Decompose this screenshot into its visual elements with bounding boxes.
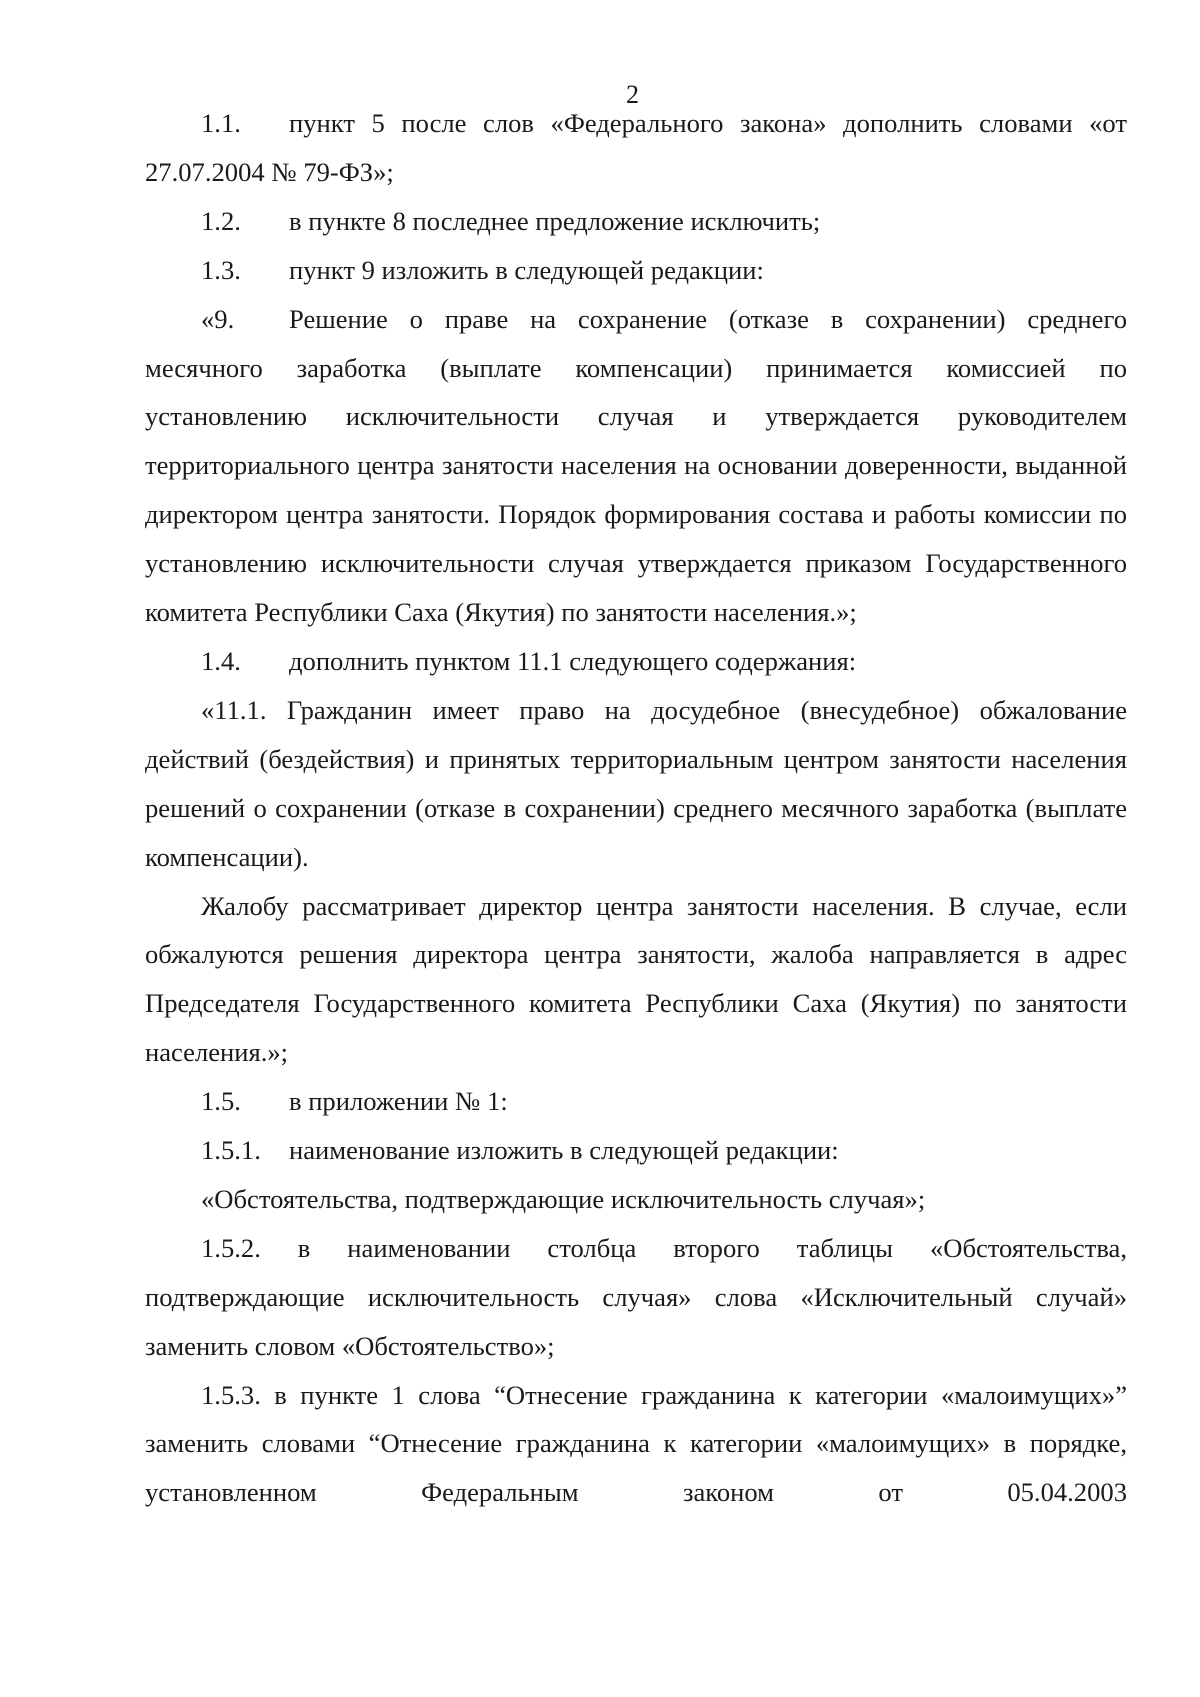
document-body: [145, 99, 1127, 1517]
paragraph-number: «9.: [201, 303, 235, 334]
paragraph-text: пункт 5 после слов «Федерального закона» дополнить словами «от 27.07.2004 № 79-ФЗ»;: [145, 108, 1127, 187]
paragraph-text: пункт 9 изложить в следующей редакции:: [289, 254, 764, 285]
paragraph-1-5-3: [145, 1371, 1127, 1518]
paragraph-text: в пункте 8 последнее предложение исключить;: [289, 205, 821, 236]
paragraph-text: в приложении № 1:: [289, 1086, 508, 1117]
paragraph-1-2: [145, 197, 1127, 246]
paragraph-1-5-2: [145, 1224, 1127, 1371]
paragraph-number: 1.5.: [201, 1086, 241, 1117]
paragraph-number: 1.2.: [201, 205, 241, 236]
page-number: 2: [626, 80, 639, 109]
paragraph-text: наименование изложить в следующей редакции:: [289, 1135, 839, 1166]
paragraph-11-1: [145, 686, 1127, 882]
paragraph-number: 1.3.: [201, 254, 241, 285]
paragraph-1-5: [145, 1077, 1127, 1126]
paragraph-number: 1.1.: [201, 108, 241, 138]
paragraph-complaint: [145, 882, 1127, 1078]
paragraph-number: 1.4.: [201, 645, 241, 676]
paragraph-text: Решение о праве на сохранение (отказе в сохранении) среднего месячного заработка (выплате компенсации) принимается комиссией по установлению исключительности случая и утверждается руководителем территориального центра занятости населения на основании доверенности, выданной директором центра занятости. Порядок формирования состава и работы комиссии по установлению исключительности случая утверждается приказом Государственного комитета Республики Саха (Якутия) по занятости населения.»;: [145, 303, 1127, 628]
paragraph-1-4: [145, 637, 1127, 686]
paragraph-1-3: [145, 246, 1127, 295]
paragraph-number: 1.5.1.: [201, 1135, 261, 1166]
paragraph-appendix-title: [145, 1175, 1127, 1224]
paragraph-text: 1.5.2. в наименовании столбца второго таблицы «Обстоятельства, подтверждающие исключительность случая» слова «Исключительный случай» заменить словом «Обстоятельство»;: [145, 1232, 1127, 1361]
paragraph-1-1: [145, 99, 1127, 197]
paragraph-text: «Обстоятельства, подтверждающие исключительность случая»;: [201, 1183, 926, 1214]
paragraph-text: 1.5.3. в пункте 1 слова “Отнесение гражданина к категории «малоимущих»” заменить словами “Отнесение гражданина к категории «малоимущих» в порядке, установленном Федеральным законом от 05.04.2003: [145, 1379, 1127, 1508]
paragraph-text: дополнить пунктом 11.1 следующего содержания:: [289, 645, 857, 676]
paragraph-1-5-1: [145, 1126, 1127, 1175]
paragraph-text: «11.1. Гражданин имеет право на досудебное (внесудебное) обжалование действий (бездействия) и принятых территориальным центром занятости населения решений о сохранении (отказе в сохранении) среднего месячного заработка (выплате компенсации).: [145, 694, 1127, 872]
paragraph-9: [145, 295, 1127, 637]
paragraph-text: Жалобу рассматривает директор центра занятости населения. В случае, если обжалуются решения директора центра занятости, жалоба направляется в адрес Председателя Государственного комитета Республики Саха (Якутия) по занятости населения.»;: [145, 890, 1127, 1068]
